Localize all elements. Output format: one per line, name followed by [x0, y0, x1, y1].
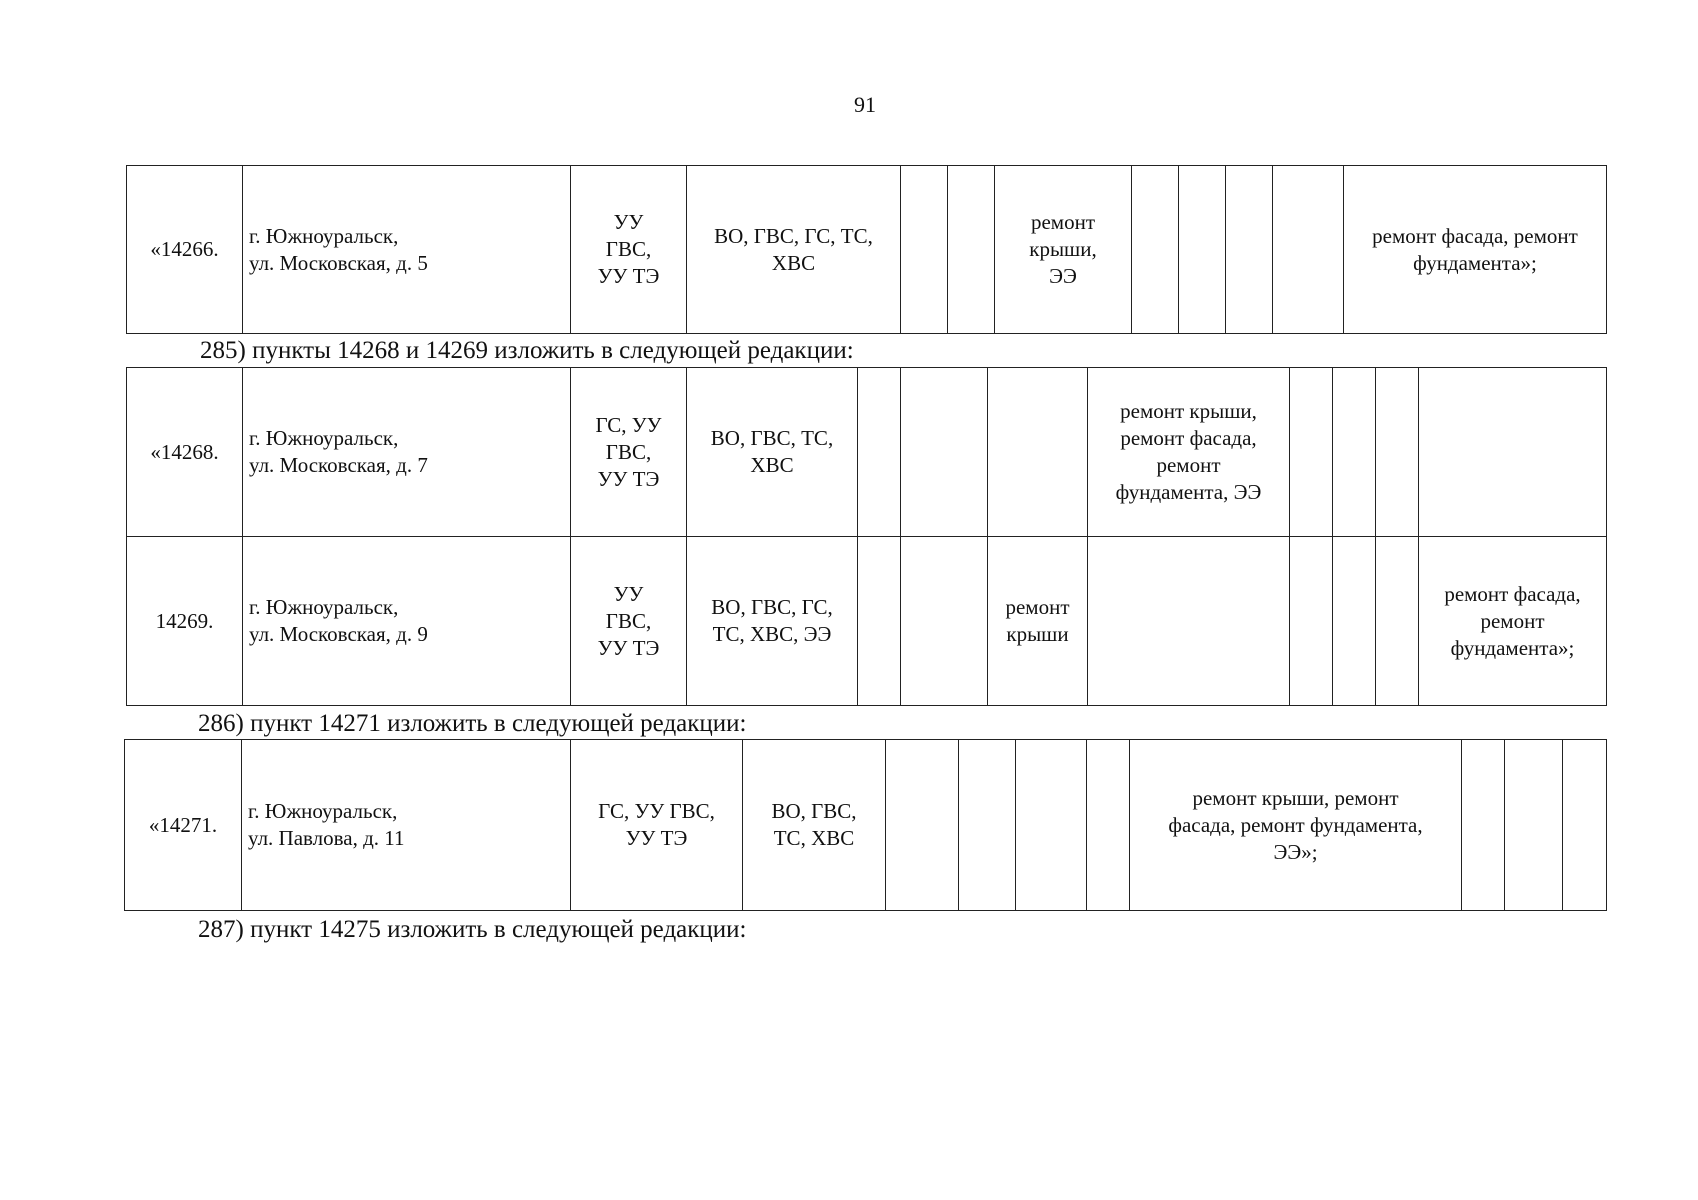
item-number: «14266.: [127, 166, 243, 334]
systems-cell: ВО, ГВС, ТС, ХВС: [743, 740, 886, 911]
empty-cell: [1132, 166, 1179, 334]
works-cell: ремонт крыши, ремонт фасада, ремонт фундамента, ЭЭ: [1088, 368, 1290, 537]
empty-cell: [1087, 740, 1130, 911]
empty-cell: [959, 740, 1016, 911]
empty-cell: [858, 368, 901, 537]
works-cell: ремонт фасада, ремонт фундамента»;: [1344, 166, 1607, 334]
address-cell: г. Южноуральск, ул. Павлова, д. 11: [242, 740, 571, 911]
empty-cell: [1376, 537, 1419, 706]
empty-cell: [886, 740, 959, 911]
empty-cell: [1333, 537, 1376, 706]
table-item-14271: [124, 739, 1607, 911]
paragraph-286: 286) пункт 14271 изложить в следующей редакции:: [198, 710, 747, 737]
systems-cell: ВО, ГВС, ГС, ТС, ХВС, ЭЭ: [687, 537, 858, 706]
paragraph-285: 285) пункты 14268 и 14269 изложить в следующей редакции:: [200, 337, 854, 364]
works-cell: ремонт фасада, ремонт фундамента»;: [1419, 537, 1607, 706]
works-cell: [1088, 537, 1290, 706]
metering-cell: УУ ГВС, УУ ТЭ: [571, 166, 687, 334]
paragraph-287: 287) пункт 14275 изложить в следующей редакции:: [198, 916, 747, 943]
works-cell: ремонт крыши: [988, 537, 1088, 706]
empty-cell: [858, 537, 901, 706]
empty-cell: [948, 166, 995, 334]
address-cell: г. Южноуральск, ул. Московская, д. 9: [243, 537, 571, 706]
empty-cell: [901, 368, 988, 537]
systems-cell: ВО, ГВС, ГС, ТС, ХВС: [687, 166, 901, 334]
address-cell: г. Южноуральск, ул. Московская, д. 7: [243, 368, 571, 537]
empty-cell: [1505, 740, 1563, 911]
empty-cell: [1333, 368, 1376, 537]
works-cell: [1419, 368, 1607, 537]
metering-cell: ГС, УУ ГВС, УУ ТЭ: [571, 740, 743, 911]
table-row: [125, 740, 1607, 911]
table-items-14268-14269: [126, 367, 1607, 706]
address-cell: г. Южноуральск, ул. Московская, д. 5: [243, 166, 571, 334]
empty-cell: [901, 537, 988, 706]
metering-cell: УУ ГВС, УУ ТЭ: [571, 537, 687, 706]
page-number: 91: [854, 92, 876, 117]
table-row: [127, 537, 1607, 706]
empty-cell: [1376, 368, 1419, 537]
empty-cell: [1179, 166, 1226, 334]
item-number: «14268.: [127, 368, 243, 537]
empty-cell: [1290, 368, 1333, 537]
empty-cell: [1462, 740, 1505, 911]
empty-cell: [1273, 166, 1344, 334]
works-cell: [988, 368, 1088, 537]
empty-cell: [1563, 740, 1607, 911]
works-cell: ремонт крыши, ремонт фасада, ремонт фундамента, ЭЭ»;: [1130, 740, 1462, 911]
table-item-14266: [126, 165, 1607, 334]
empty-cell: [1290, 537, 1333, 706]
empty-cell: [901, 166, 948, 334]
table-row: [127, 166, 1607, 334]
metering-cell: ГС, УУ ГВС, УУ ТЭ: [571, 368, 687, 537]
item-number: 14269.: [127, 537, 243, 706]
empty-cell: [1016, 740, 1087, 911]
item-number: «14271.: [125, 740, 242, 911]
table-row: [127, 368, 1607, 537]
works-cell: ремонт крыши, ЭЭ: [995, 166, 1132, 334]
empty-cell: [1226, 166, 1273, 334]
systems-cell: ВО, ГВС, ТС, ХВС: [687, 368, 858, 537]
